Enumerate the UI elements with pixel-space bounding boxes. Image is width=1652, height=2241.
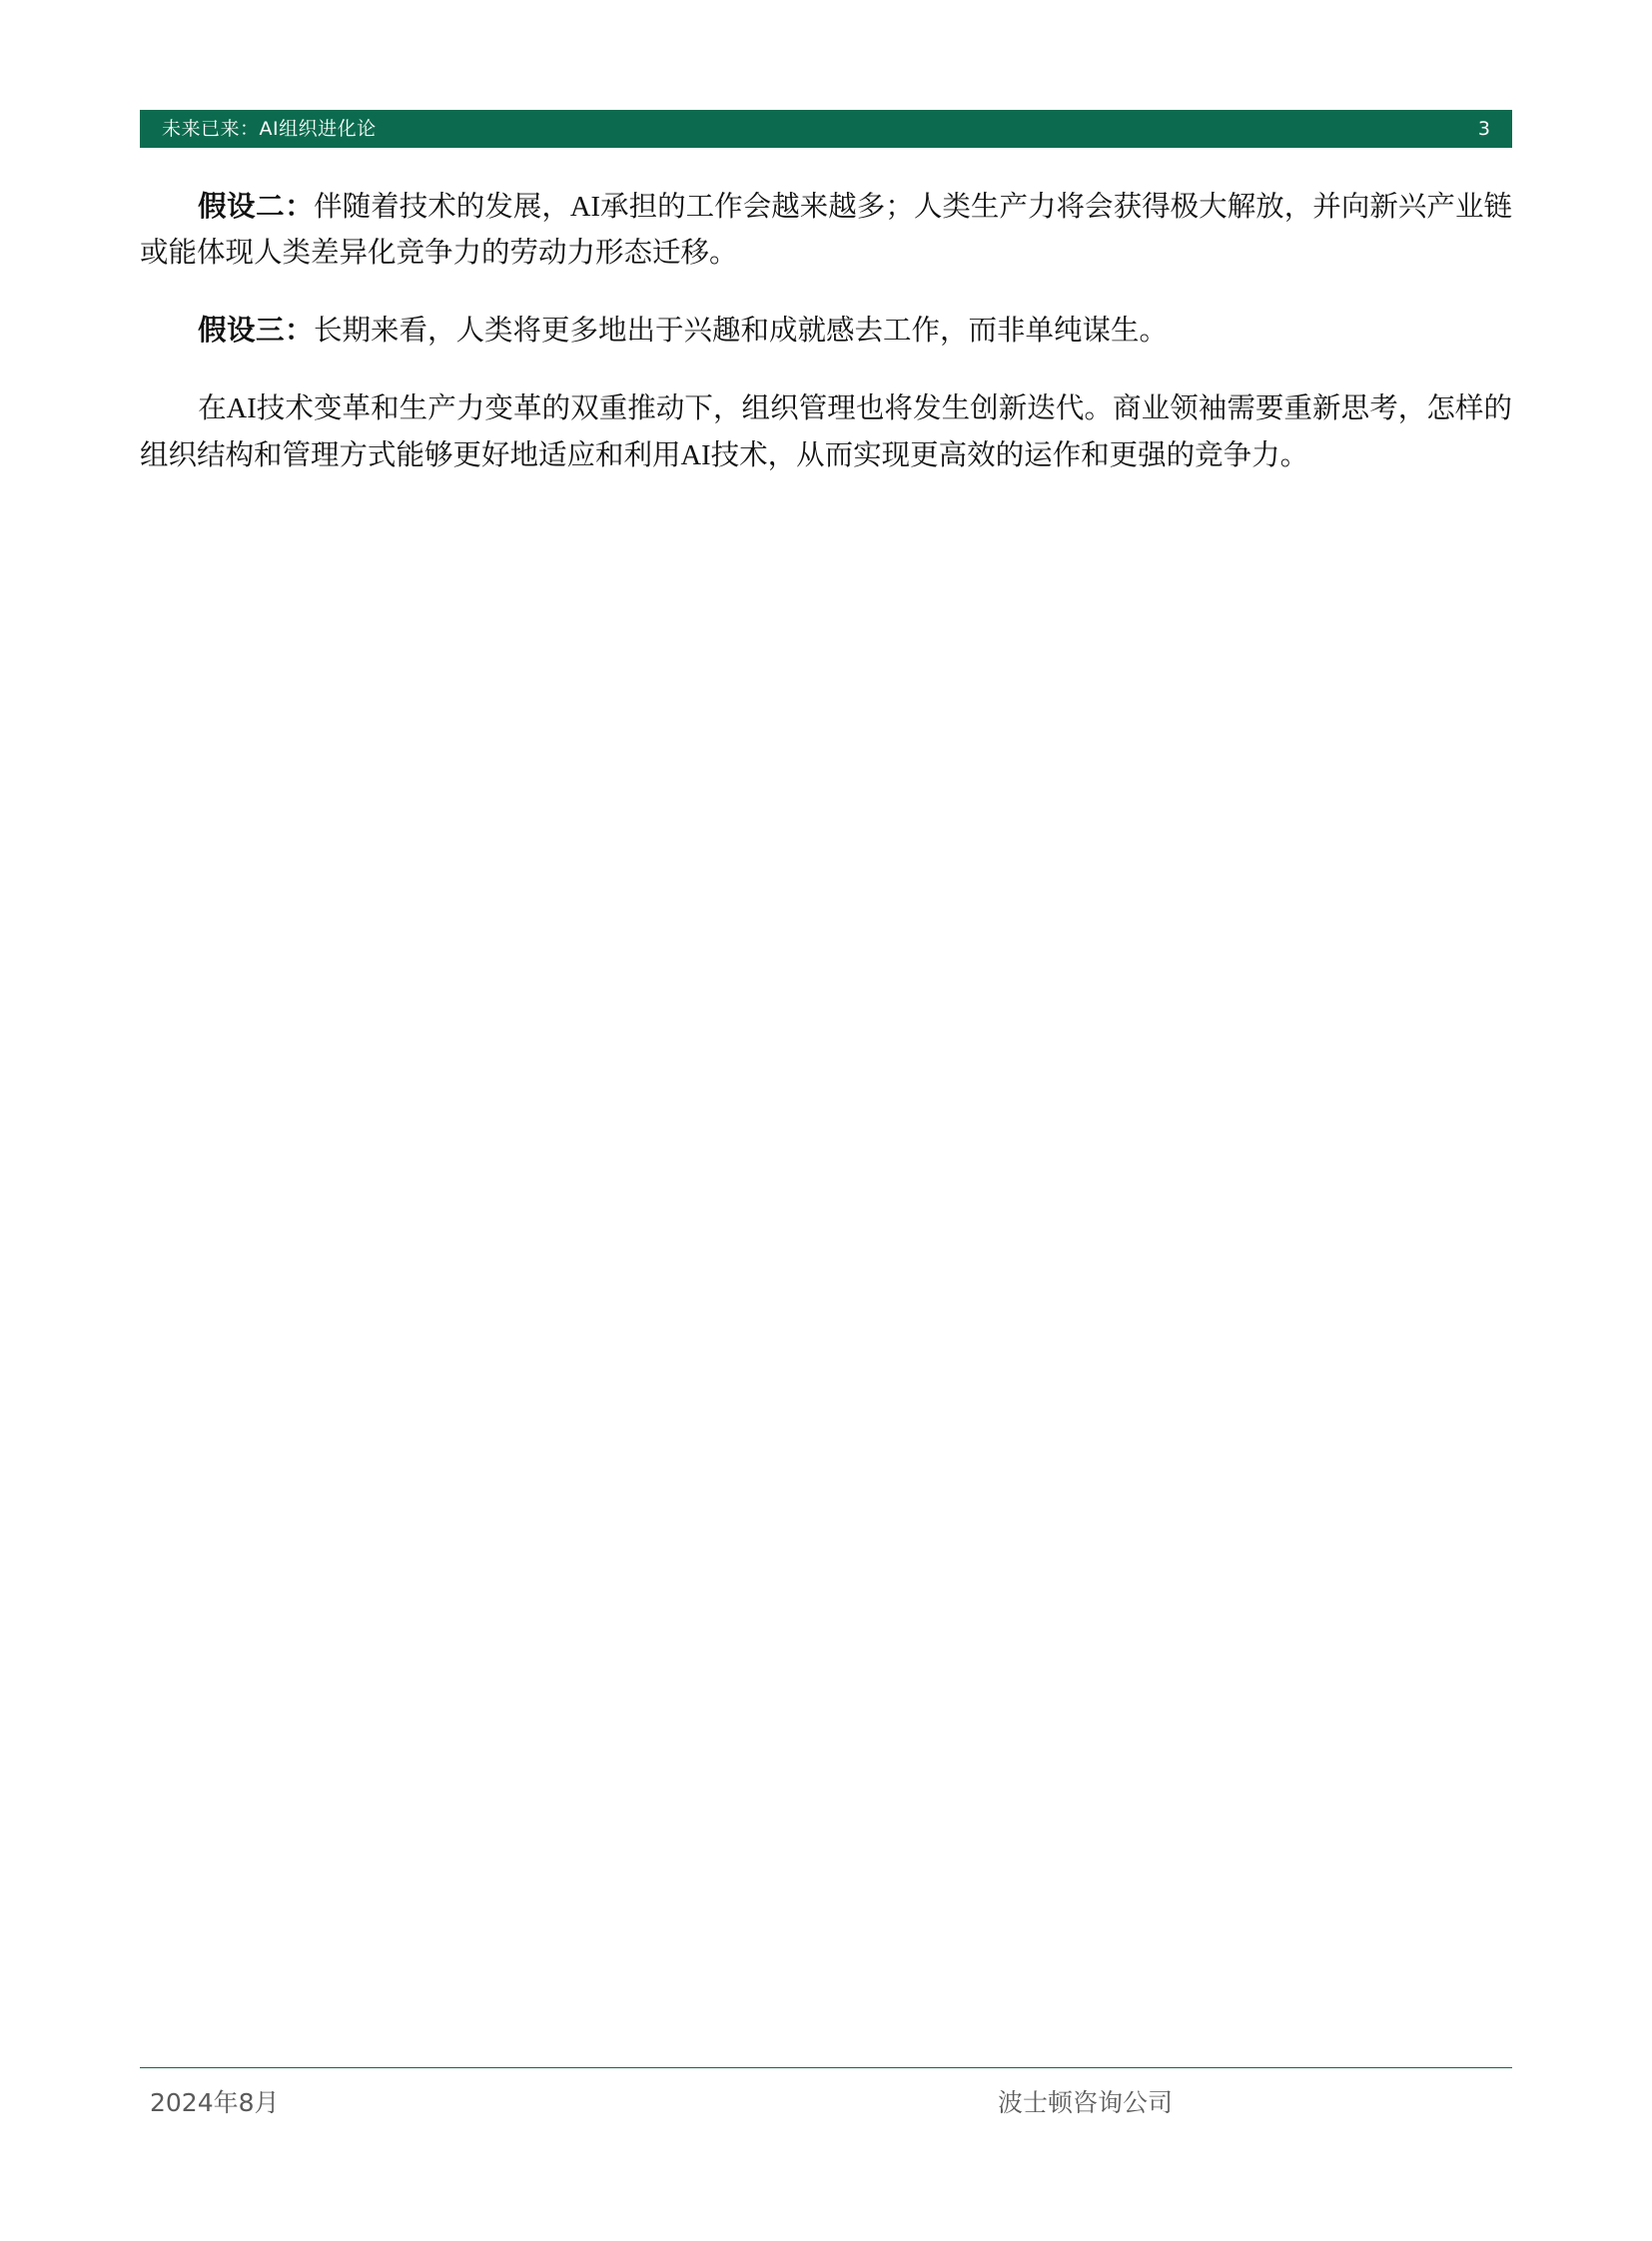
- assumption-two-label: 假设二：: [198, 192, 315, 223]
- paragraph-assumption-three: [140, 309, 1512, 355]
- assumption-three-text: 长期来看，人类将更多地出于兴趣和成就感去工作，而非单纯谋生。: [314, 316, 1169, 348]
- closing-text: 在AI技术变革和生产力变革的双重推动下，组织管理也将发生创新迭代。商业领袖需要重新思考，怎样的组织结构和管理方式能够更好地适应和利用AI技术，从而实现更高效的运作和更强的竞争力。: [140, 393, 1512, 471]
- page-number: 3: [1477, 117, 1490, 140]
- assumption-two-text: 伴随着技术的发展，AI承担的工作会越来越多；人类生产力将会获得极大解放，并向新兴产业链或能体现人类差异化竞争力的劳动力形态迁移。: [140, 192, 1512, 270]
- page-content: [140, 185, 1512, 505]
- footer-divider: [140, 2067, 1512, 2068]
- paragraph-assumption-two: [140, 185, 1512, 277]
- assumption-three-label: 假设三：: [198, 316, 315, 348]
- page-footer: [140, 2083, 1512, 2119]
- paragraph-closing: [140, 386, 1512, 478]
- page-header-bar: [140, 110, 1512, 148]
- document-title: 未来已来：AI组织进化论: [162, 117, 377, 140]
- footer-organization: 波士顿咨询公司: [997, 2088, 1173, 2117]
- footer-date: 2024年8月: [150, 2088, 280, 2117]
